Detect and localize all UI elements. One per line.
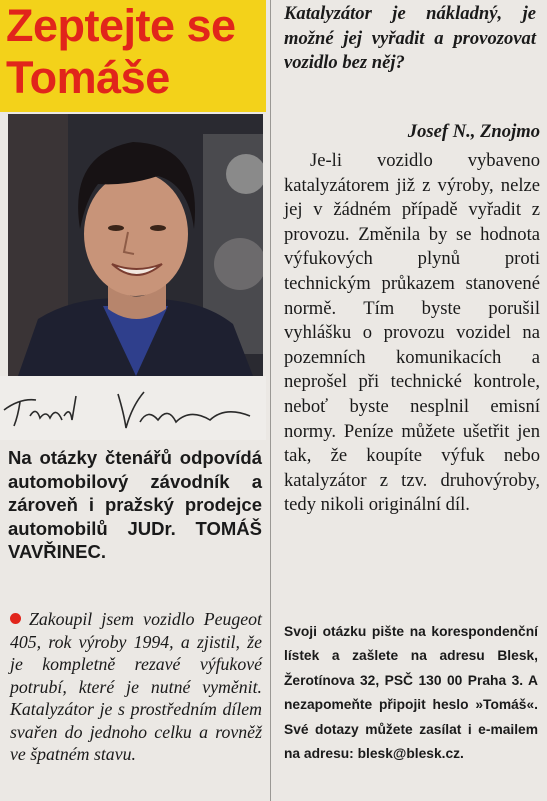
left-column — [0, 0, 266, 801]
reader-question-text: Zakoupil jsem vozidlo Peugeot 405, rok výroby 1994, a zjistil, že je kompletně rezavé výfukové potrubí, které je nutné vyměnit. Katalyzátor je s prostředním dílem svařen do jednoho celku a rovněž ve špatném stavu. — [10, 609, 262, 764]
reader-question — [10, 608, 262, 766]
column-title-line2: Tomáše — [6, 52, 170, 103]
signature — [0, 376, 266, 440]
portrait-photo — [8, 114, 263, 376]
column-title — [6, 0, 236, 104]
column-title-line1: Zeptejte se — [6, 0, 236, 51]
expert-answer — [284, 149, 540, 518]
column-divider — [270, 0, 271, 801]
contact-info: Svoji otázku pište na korespondenční lístek a zašlete na adresu Blesk, Žerotínova 32, PSČ 130 00 Praha 3. A nezapomeňte připojit heslo »Tomáš«. Své dotazy můžete zasílat i e-mailem na adresu: blesk@blesk.cz. — [284, 624, 538, 762]
right-column — [284, 0, 542, 801]
column-intro: Na otázky čtenářů odpovídá automobilový závodník a zároveň i pražský prodejce automobilů JUDr. TOMÁŠ VAVŘINEC. — [8, 447, 262, 562]
expert-answer-text: Je-li vozidlo vybaveno katalyzátorem již z výroby, nelze jej v žádném případě vyřadit z provozu. Změnila by se hodnota výfukových plynů proti technickým průkazem stanovené normě. Tím byste porušil vyhlášku o provozu vozidel na pozemních komunikacích a neprošel při technické kontrole, neboť byste nesplnil emisní normy. Peníze můžete ušetřit jen tak, že koupíte výfuk nebo katalyzátor z tzv. druhovýroby, tedy nikoli originální díl. — [284, 150, 540, 516]
question-author: Josef N., Znojmo — [407, 121, 540, 142]
column-masthead — [0, 0, 266, 112]
reader-question-continued: Katalyzátor je nákladný, je možné jej vyřadit a provozovat vozidlo bez něj? — [284, 3, 536, 74]
red-bullet-icon — [10, 613, 21, 624]
